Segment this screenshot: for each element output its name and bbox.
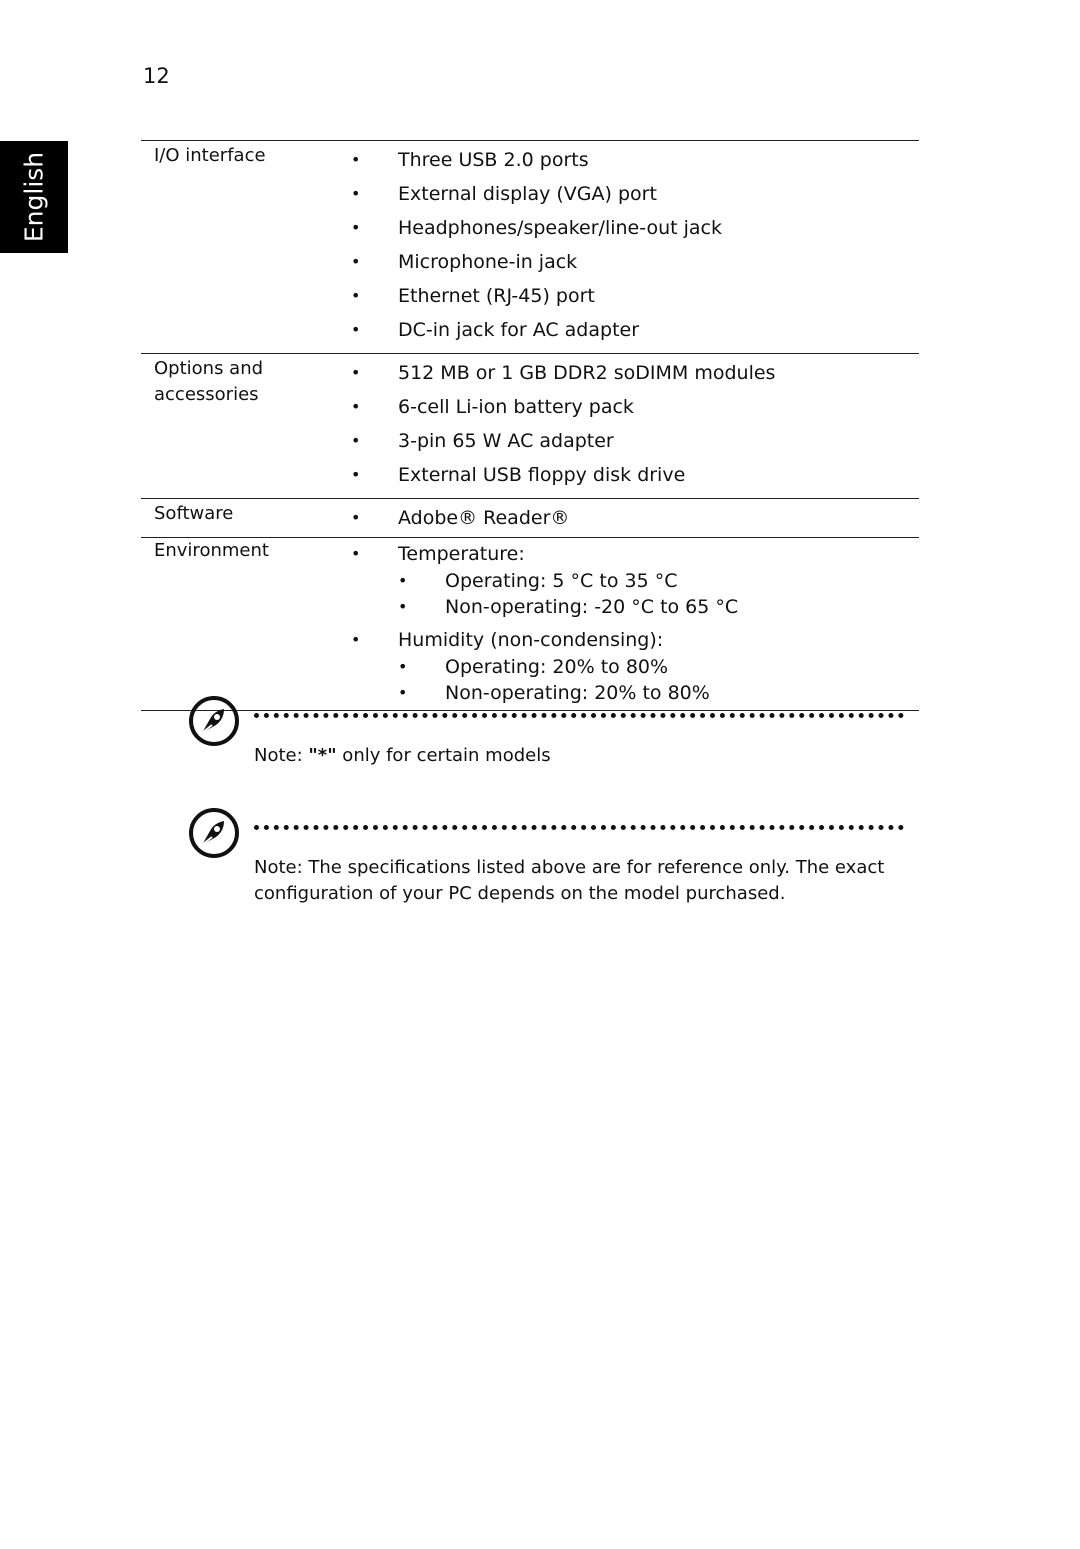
row-label: Software (154, 503, 234, 524)
sub-list-item: • Non-operating: -20 °C to 65 °C (398, 596, 739, 618)
bullet: • (351, 286, 361, 305)
language-tab (0, 141, 68, 253)
bullet: • (351, 630, 361, 649)
sub-list-item: • Operating: 5 °C to 35 °C (398, 570, 678, 592)
spec-table (141, 140, 919, 711)
sub-list-item: • Operating: 20% to 80% (398, 656, 669, 678)
note-text: Note: "*" only for certain models (254, 745, 551, 766)
list-item: • DC-in jack for AC adapter (334, 313, 919, 347)
bullet: • (351, 544, 361, 563)
list-item: • 3-pin 65 W AC adapter (334, 424, 919, 458)
row-items (334, 538, 919, 710)
spec-row-io-interface (141, 140, 919, 353)
spec-row-environment (141, 537, 919, 711)
row-label: Options and accessories (154, 358, 264, 405)
list-item: • External display (VGA) port (334, 177, 919, 211)
spec-row-software (141, 498, 919, 537)
bullet: • (398, 683, 408, 702)
list-item: • Headphones/speaker/line-out jack (334, 211, 919, 245)
note-pen-icon (188, 807, 240, 859)
list-item: • External USB floppy disk drive (334, 458, 919, 492)
note-divider (254, 825, 904, 830)
list-item: • Humidity (non-condensing): (334, 626, 919, 654)
bullet: • (351, 218, 361, 237)
list-item: • 6-cell Li-ion battery pack (334, 390, 919, 424)
bullet: • (351, 150, 361, 169)
note-divider (254, 713, 904, 718)
note-text: Note: The specifications listed above are for reference only. The exact configuration of your PC depends on the model purchased. (254, 857, 885, 904)
sub-list-item: • Non-operating: 20% to 80% (398, 682, 710, 704)
bullet: • (351, 320, 361, 339)
bullet: • (351, 397, 361, 416)
bullet: • (398, 571, 408, 590)
bullet: • (351, 252, 361, 271)
row-items (334, 499, 919, 537)
list-item: • Adobe® Reader® (334, 501, 919, 535)
row-label: Environment (154, 540, 269, 561)
spec-row-options (141, 353, 919, 498)
row-items (334, 141, 919, 353)
bullet: • (398, 657, 408, 676)
row-items (334, 354, 919, 498)
page-number: 12 (143, 64, 170, 88)
bullet: • (351, 363, 361, 382)
list-item: • 512 MB or 1 GB DDR2 soDIMM modules (334, 356, 919, 390)
bullet: • (351, 184, 361, 203)
list-item: • Temperature: (334, 540, 919, 568)
list-item: • Microphone-in jack (334, 245, 919, 279)
bullet: • (351, 431, 361, 450)
row-label: I/O interface (154, 145, 266, 166)
bullet: • (351, 465, 361, 484)
note-pen-icon (188, 695, 240, 747)
bullet: • (351, 508, 361, 527)
bullet: • (398, 597, 408, 616)
list-item: • Ethernet (RJ-45) port (334, 279, 919, 313)
list-item: • Three USB 2.0 ports (334, 143, 919, 177)
language-tab-label: English (19, 151, 49, 243)
